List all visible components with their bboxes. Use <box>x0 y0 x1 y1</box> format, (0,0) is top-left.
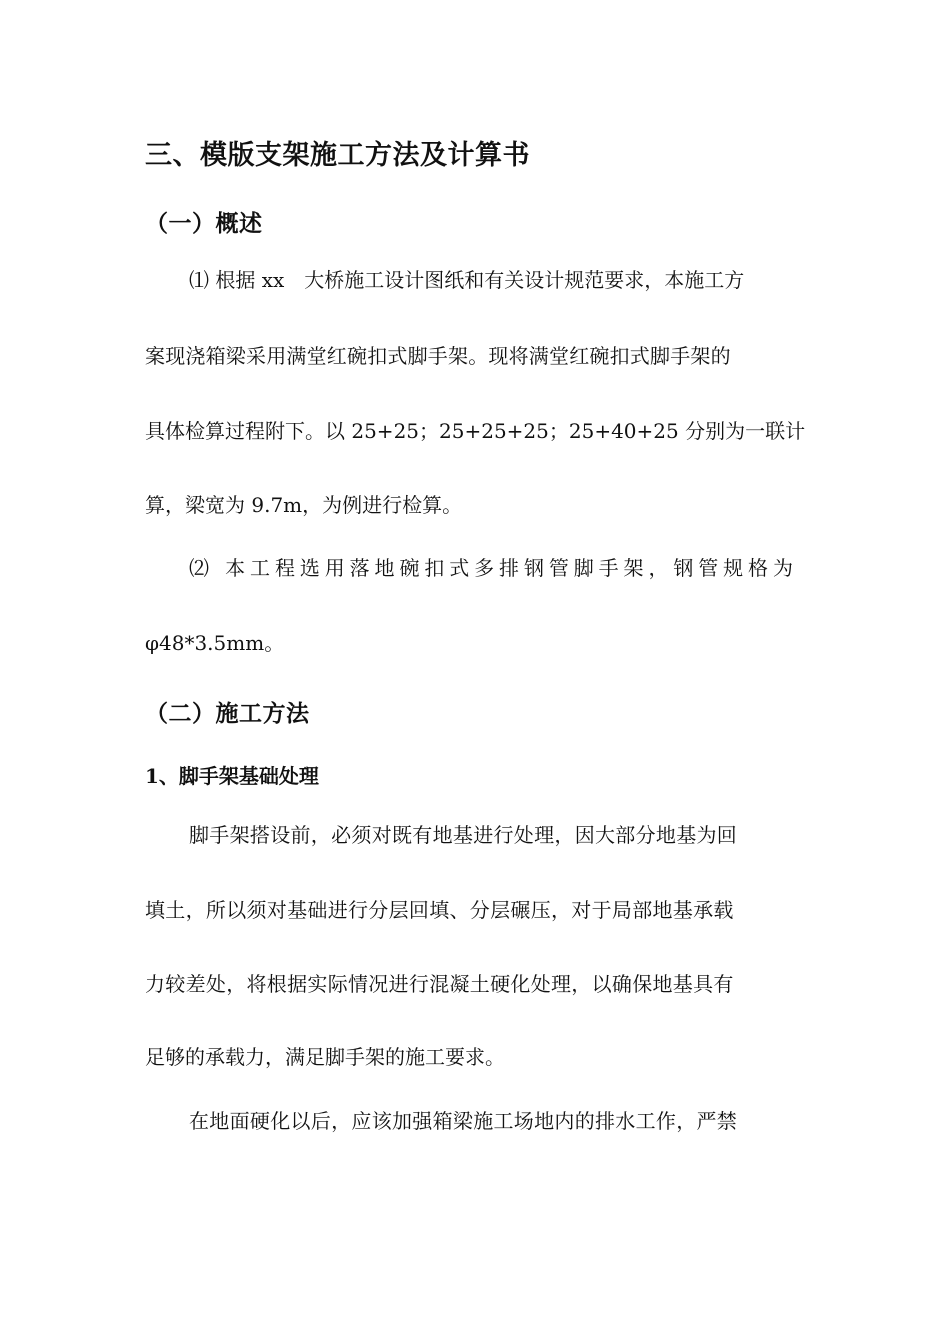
paragraph-line: ⑴ 根据 xx 大桥施工设计图纸和有关设计规范要求，本施工方 <box>189 268 745 292</box>
paragraph-line: 具体检算过程附下。以 25+25；25+25+25；25+40+25 分别为一联计 <box>145 419 806 443</box>
paragraph-line: 足够的承载力，满足脚手架的施工要求。 <box>145 1045 505 1069</box>
page-title: 三、模版支架施工方法及计算书 <box>145 140 530 171</box>
section-heading-construction-method: （二）施工方法 <box>145 700 310 727</box>
paragraph-line: 填土，所以须对基础进行分层回填、分层碾压，对于局部地基承载 <box>145 898 734 922</box>
paragraph-line: 在地面硬化以后，应该加强箱梁施工场地内的排水工作，严禁 <box>189 1109 738 1133</box>
paragraph-line: 力较差处，将根据实际情况进行混凝土硬化处理，以确保地基具有 <box>145 972 734 996</box>
paragraph-line: 算，梁宽为 9.7m，为例进行检算。 <box>145 493 463 517</box>
paragraph-line: ⑵ 本工程选用落地碗扣式多排钢管脚手架，钢管规格为 <box>189 556 798 580</box>
subsection-heading-foundation: 1、脚手架基础处理 <box>145 764 319 788</box>
section-heading-overview: （一）概述 <box>145 210 263 237</box>
paragraph-line: 脚手架搭设前，必须对既有地基进行处理，因大部分地基为回 <box>189 823 738 847</box>
paragraph-line: 案现浇箱梁采用满堂红碗扣式脚手架。现将满堂红碗扣式脚手架的 <box>145 344 731 368</box>
paragraph-line: φ48*3.5mm。 <box>145 631 285 655</box>
